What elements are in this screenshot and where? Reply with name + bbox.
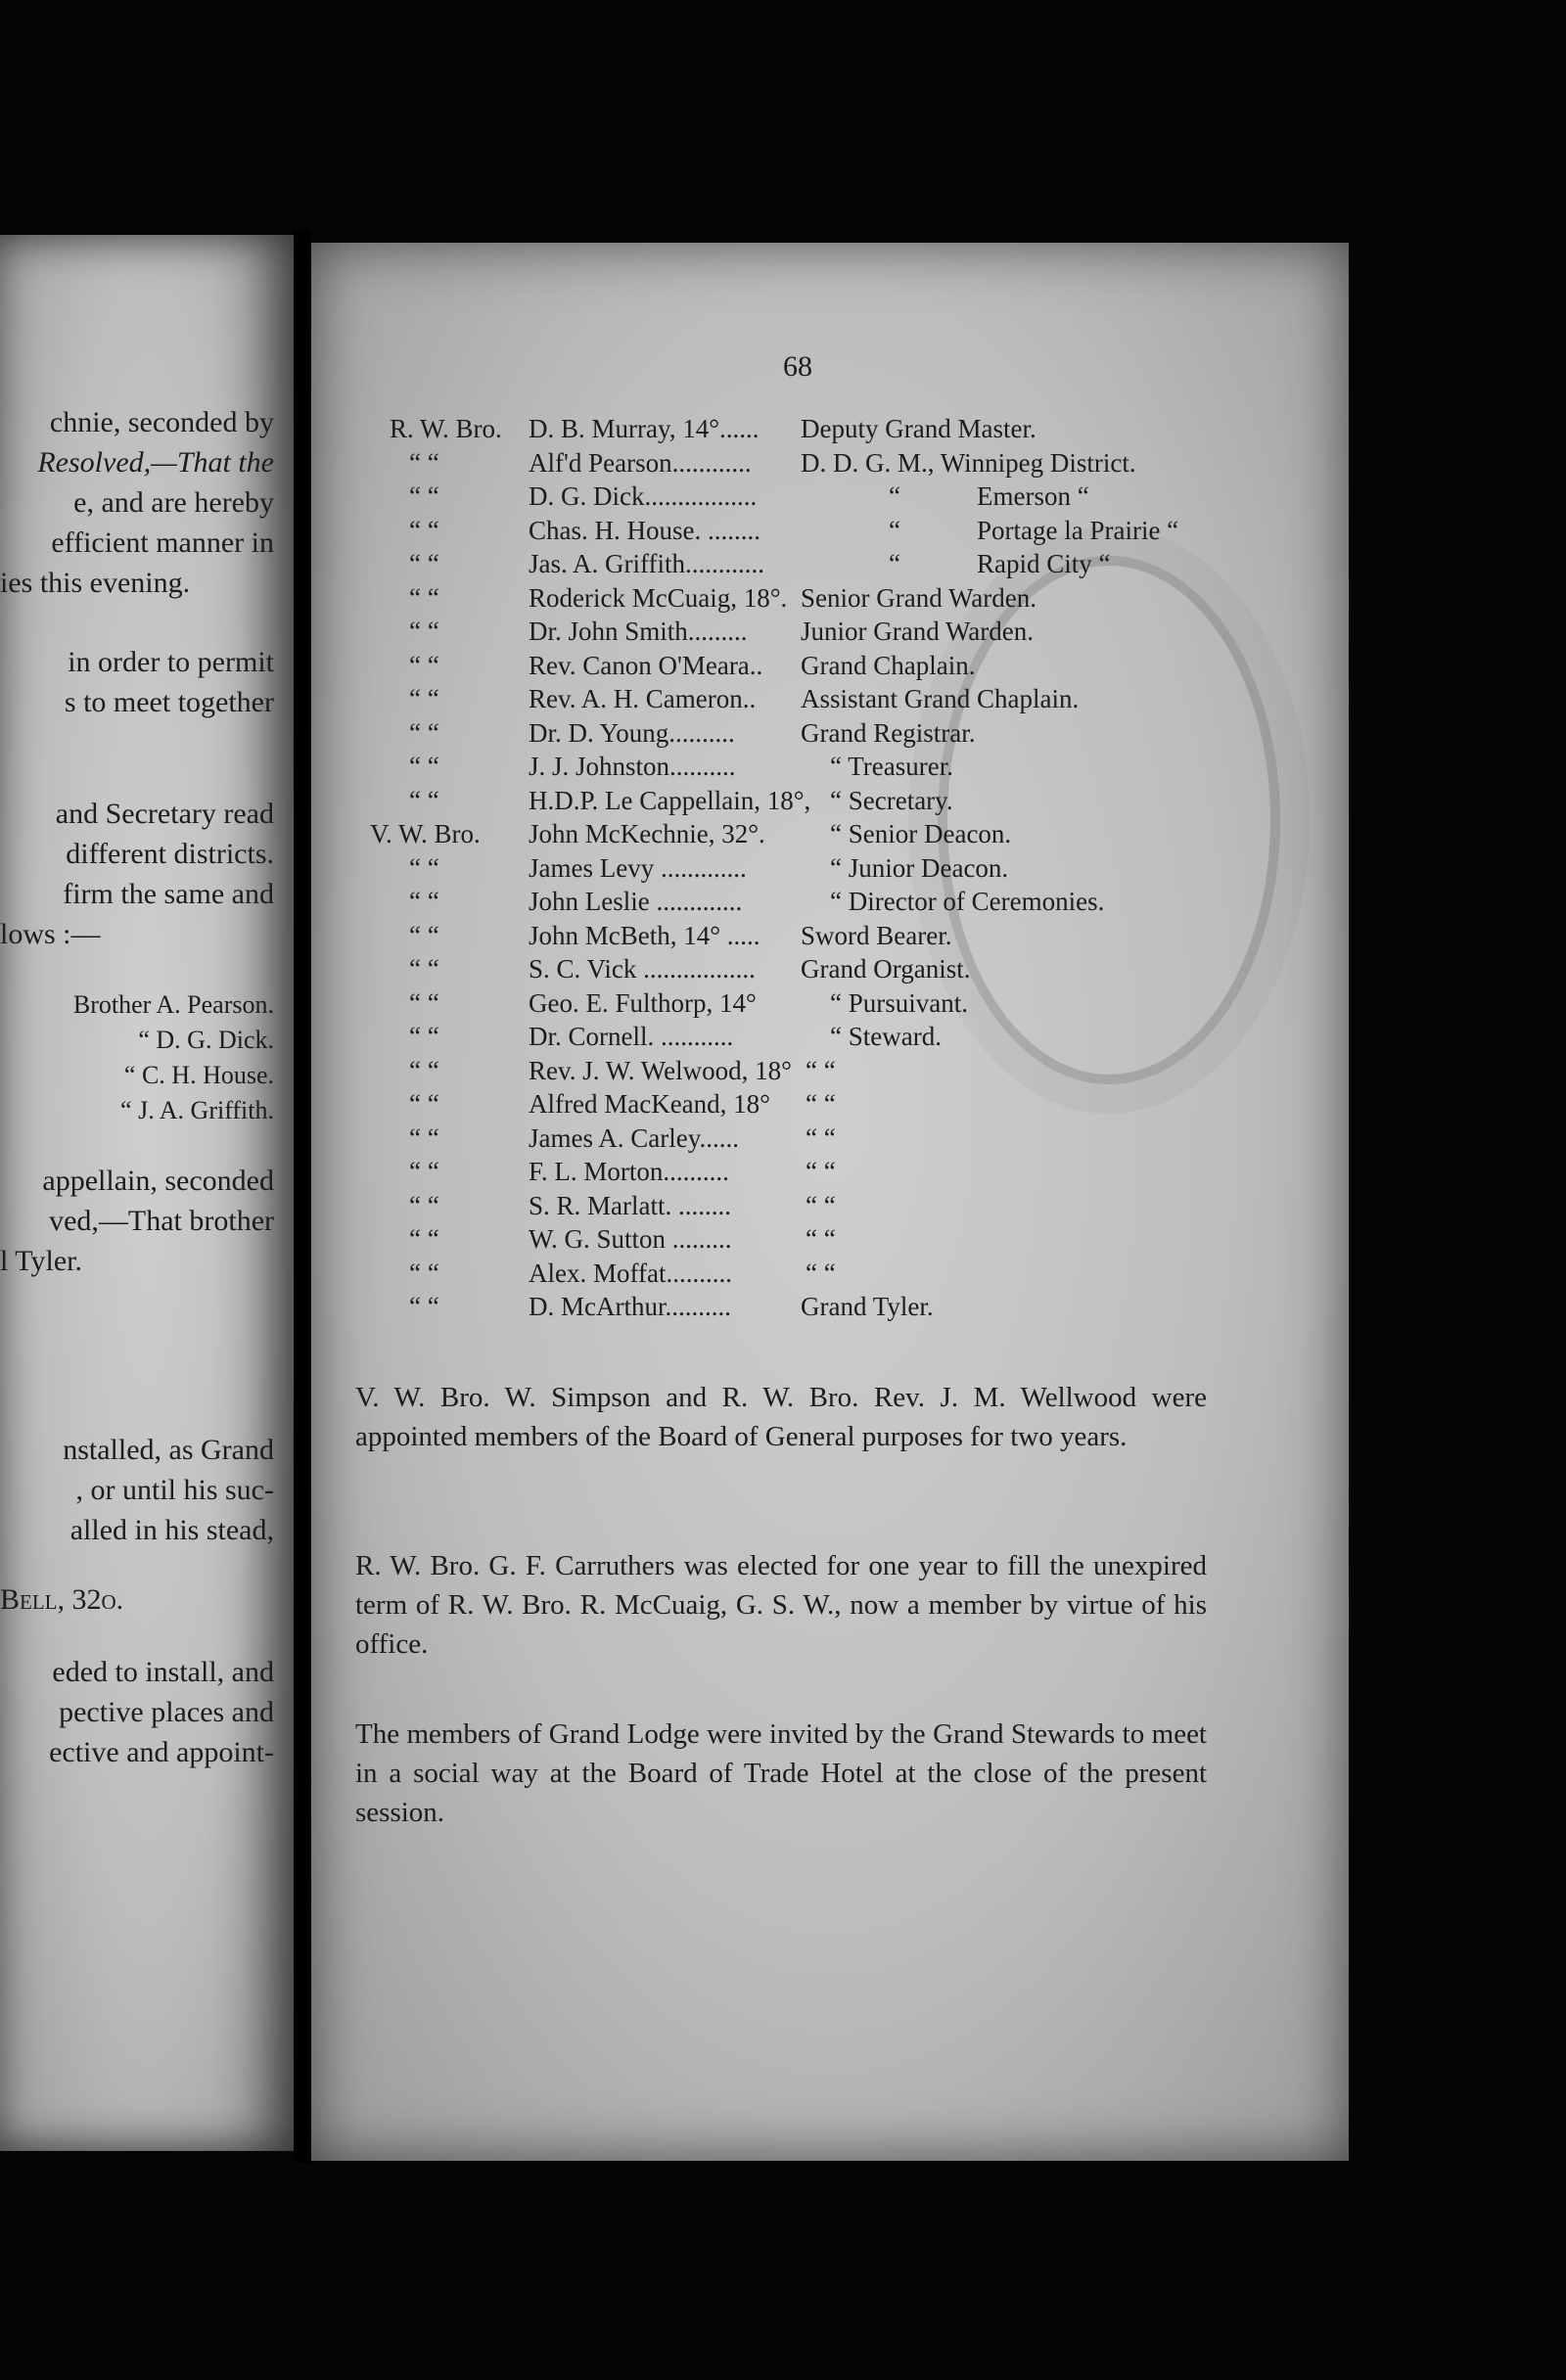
officer-rank: “ “ [409, 1258, 439, 1288]
left-text-line: Bell, 32o. [0, 1583, 124, 1616]
left-page [0, 235, 294, 2151]
left-text-line: pective places and [59, 1696, 274, 1728]
paragraph-text: V. W. Bro. W. Simpson and R. W. Bro. Rev. J. M. Wellwood were appointed members of the Board of General purposes for two years. [355, 1382, 1207, 1452]
paragraph-text: The members of Grand Lodge were invited by the Grand Stewards to meet in a social way at the Board of Trade Hotel at the close of the present session. [355, 1718, 1207, 1828]
officer-office: “ Treasurer. [830, 752, 953, 781]
officer-office: “ “ [806, 1258, 836, 1288]
officer-district: Portage la Prairie “ [977, 515, 1179, 545]
officer-name: Alex. Moffat.......... [529, 1258, 732, 1288]
left-text-line: different districts. [66, 838, 274, 870]
officer-office: “ “ [806, 1055, 836, 1085]
officer-name: James Levy ............. [529, 852, 747, 883]
officer-rank: “ “ [409, 987, 439, 1018]
officer-name: Rev. J. W. Welwood, 18° [529, 1055, 792, 1085]
officer-office: “ [889, 515, 900, 545]
left-text-line: l Tyler. [0, 1245, 83, 1277]
officer-rank: “ “ [409, 582, 439, 613]
paragraph-carruthers-election [355, 1546, 1207, 1664]
left-text-line: appellain, seconded [42, 1165, 274, 1197]
officer-name: H.D.P. Le Cappellain, 18°, [529, 785, 811, 815]
officer-office: “ “ [806, 1089, 836, 1119]
officer-rank: “ “ [409, 481, 439, 511]
officer-name: D. B. Murray, 14°...... [529, 414, 760, 443]
officer-name: S. R. Marlatt. ........ [529, 1190, 731, 1220]
officer-rank: “ “ [409, 1022, 439, 1051]
officer-name: D. G. Dick................. [529, 481, 758, 511]
officer-rank: “ “ [409, 617, 439, 646]
officer-rank: “ “ [409, 887, 439, 916]
officer-office: “ Secretary. [830, 785, 953, 815]
officer-rank: “ “ [409, 920, 439, 950]
left-text-line: and Secretary read [55, 798, 274, 830]
officer-name: Dr. D. Young.......... [529, 717, 735, 748]
officer-name: S. C. Vick ................. [529, 954, 756, 984]
left-text-line: ies this evening. [0, 567, 191, 599]
officer-name: Rev. A. H. Cameron.. [529, 684, 757, 713]
officer-rank: “ “ [409, 1055, 439, 1085]
officer-office: “ “ [806, 1224, 836, 1254]
officer-name: W. G. Sutton ......... [529, 1224, 732, 1254]
officer-rank: “ “ [409, 717, 439, 748]
officer-name: Alfred MacKeand, 18° [529, 1089, 770, 1119]
officer-rank: “ “ [409, 684, 439, 713]
officer-rank: “ “ [409, 515, 439, 545]
left-text-line: lows :— [0, 918, 101, 950]
officer-name: Jas. A. Griffith............ [529, 549, 764, 578]
officer-rank: “ “ [409, 752, 439, 781]
left-text-line: eded to install, and [52, 1656, 274, 1688]
officer-rank: “ “ [409, 1190, 439, 1220]
left-text-line: ved,—That brother [49, 1205, 274, 1237]
officer-rank: V. W. Bro. [370, 819, 481, 848]
officer-office: “ Pursuivant. [830, 987, 968, 1018]
right-page [311, 243, 1349, 2161]
officer-office: “ [889, 549, 900, 578]
officer-office: “ [889, 481, 900, 511]
paragraph-text: R. W. Bro. G. F. Carruthers was elected for one year to fill the unexpired term of R. W. Bro. R. McCuaig, G. S. W., now a member by virtue of his office. [355, 1550, 1207, 1660]
left-text-line: alled in his stead, [69, 1514, 274, 1546]
officer-name: J. J. Johnston.......... [529, 752, 736, 781]
left-text-line: s to meet together [64, 686, 274, 718]
officer-district: Emerson “ [977, 481, 1089, 511]
left-text-line: nstalled, as Grand [63, 1434, 274, 1466]
book-gutter [294, 230, 311, 2163]
officer-rank: “ “ [409, 1224, 439, 1254]
officer-office: “ “ [806, 1190, 836, 1220]
officer-district: Rapid City “ [977, 549, 1111, 578]
officer-office: Senior Grand Warden. [801, 582, 1037, 613]
left-text-line: “ J. A. Griffith. [120, 1096, 274, 1124]
officer-rank: “ “ [409, 852, 439, 883]
officer-name: Dr. Cornell. ........... [529, 1022, 734, 1051]
officer-rank: “ “ [409, 1089, 439, 1119]
officer-rank: “ “ [409, 549, 439, 578]
officer-office: “ “ [806, 1157, 836, 1186]
officer-name: Alf'd Pearson............ [529, 447, 752, 478]
officer-office: “ Junior Deacon. [830, 852, 1009, 883]
officer-office: “ Director of Ceremonies. [830, 887, 1105, 916]
officer-office: Grand Tyler. [801, 1292, 934, 1321]
officer-name: John Leslie ............. [529, 887, 743, 916]
left-text-line: Brother A. Pearson. [72, 990, 274, 1019]
officer-rank: “ “ [409, 1122, 439, 1153]
left-text-line: , or until his suc- [75, 1474, 274, 1506]
officer-name: John McBeth, 14° ..... [529, 920, 760, 950]
officer-name: Chas. H. House. ........ [529, 515, 760, 545]
left-text-line: “ D. G. Dick. [138, 1026, 274, 1054]
officer-office: Grand Organist. [801, 954, 971, 984]
left-text-line: efficient manner in [51, 526, 274, 559]
left-text-line: Resolved,—That the [37, 446, 274, 479]
officer-rank: “ “ [409, 447, 439, 478]
officer-office: Junior Grand Warden. [801, 617, 1035, 646]
left-text-line: e, and are hereby [73, 486, 274, 519]
officer-name: Rev. Canon O'Meara.. [529, 650, 763, 680]
officer-office: Sword Bearer. [801, 920, 952, 950]
officer-office: Assistant Grand Chaplain. [801, 684, 1080, 713]
officer-name: D. McArthur.......... [529, 1292, 731, 1321]
page-number: 68 [783, 350, 812, 383]
officer-rank: “ “ [409, 785, 439, 815]
officer-office: Grand Chaplain. [801, 650, 976, 680]
officer-office: Grand Registrar. [801, 717, 976, 748]
officer-rank: “ “ [409, 954, 439, 984]
officer-name: Dr. John Smith......... [529, 617, 748, 646]
officer-name: Geo. E. Fulthorp, 14° [529, 987, 757, 1018]
officer-office: “ Senior Deacon. [830, 819, 1012, 848]
officer-rank: R. W. Bro. [390, 414, 502, 443]
officer-office: “ Steward. [830, 1022, 942, 1051]
officer-office: “ “ [806, 1122, 836, 1153]
left-text-line: chnie, seconded by [49, 406, 274, 438]
paragraph-social-invitation [355, 1715, 1207, 1832]
paragraph-board-appointments [355, 1378, 1207, 1456]
left-text-line: ective and appoint- [49, 1736, 274, 1768]
officer-rank: “ “ [409, 650, 439, 680]
officer-rank: “ “ [409, 1157, 439, 1186]
officer-name: F. L. Morton.......... [529, 1157, 729, 1186]
left-text-line: firm the same and [63, 878, 274, 910]
officer-name: James A. Carley...... [529, 1122, 739, 1153]
officer-office: D. D. G. M., Winnipeg District. [801, 447, 1136, 478]
officer-rank: “ “ [409, 1292, 439, 1321]
left-text-line: in order to permit [68, 646, 274, 678]
officer-name: John McKechnie, 32°. [529, 819, 765, 848]
left-text-line: “ C. H. House. [123, 1061, 274, 1089]
officer-office: Deputy Grand Master. [801, 414, 1036, 443]
officer-name: Roderick McCuaig, 18°. [529, 582, 788, 613]
